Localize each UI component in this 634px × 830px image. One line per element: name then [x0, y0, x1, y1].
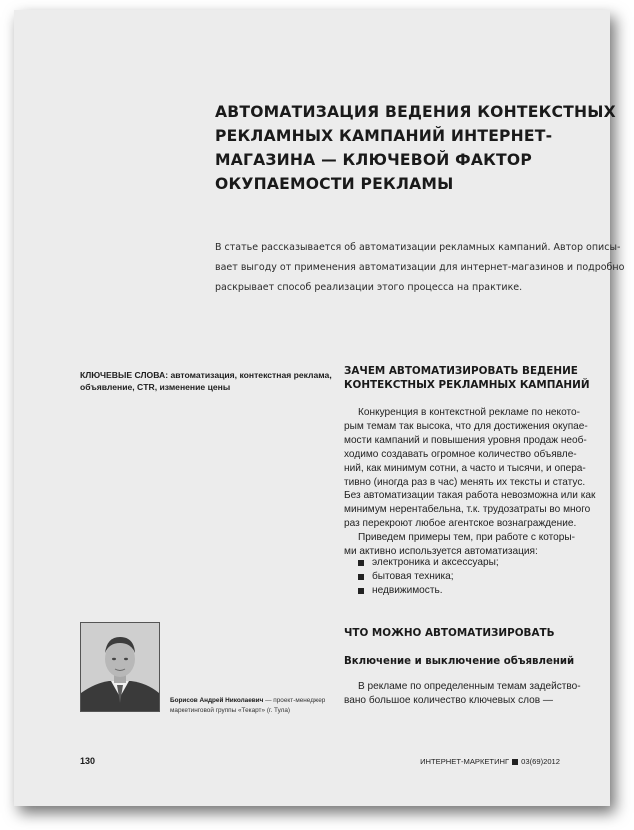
author-role: — проект-менеджер: [263, 697, 326, 704]
magazine-footer: [420, 757, 560, 766]
abstract-line: вает выгоду от применения автоматизации для интернет-магазинов и подробно: [215, 262, 625, 273]
text-line: Конкуренция в контекстной рекламе по некото-: [358, 407, 580, 418]
list-item-text: электроника и аксессуары;: [372, 557, 499, 568]
author-affiliation: маркетинговой группы «Текарт» (г. Тула): [170, 707, 291, 714]
text-line: минимум нерентабельна, т.к. трудозатраты во много: [344, 504, 591, 516]
title-line: АВТОМАТИЗАЦИЯ ВЕДЕНИЯ КОНТЕКСТНЫХ: [215, 103, 616, 121]
keywords-line: объявление, CTR, изменение цены: [80, 381, 231, 392]
magazine-page: [14, 10, 625, 806]
text-line: ходимо создавать огромное количество объявле-: [344, 448, 577, 460]
author-info: [170, 696, 340, 716]
heading-line: ЗАЧЕМ АВТОМАТИЗИРОВАТЬ ВЕДЕНИЕ: [344, 365, 578, 377]
separator-square-icon: [512, 759, 518, 765]
list-item: [358, 570, 499, 584]
keywords: [80, 370, 330, 393]
section-heading-what-to-automate: [344, 626, 604, 640]
topics-list: [358, 556, 499, 598]
subsection-heading: Включение и выключение объявлений: [344, 656, 575, 667]
article-title: [215, 100, 616, 196]
text-line: мости кампаний и повышения уровня продаж необ-: [344, 434, 587, 446]
text-line: В рекламе по определенным темам задейство-: [358, 681, 581, 692]
paragraph-keywords: [344, 680, 604, 708]
bullet-square-icon: [358, 574, 364, 580]
list-item: [358, 584, 499, 598]
list-item: [358, 556, 499, 570]
list-item-text: бытовая техника;: [372, 571, 454, 582]
magazine-name: ИНТЕРНЕТ-МАРКЕТИНГ: [420, 757, 510, 766]
text-line: рым темам так высока, что для достижения окупае-: [344, 420, 588, 432]
list-item-text: недвижимость.: [372, 585, 443, 596]
text-line: раз перекроют любое агентское вознаграждение.: [344, 518, 577, 530]
text-line: тивно (иногда раз в час) менять их тексты и статус.: [344, 476, 586, 488]
text-line: Без автоматизации такая работа невозможна или как: [344, 490, 596, 502]
page-number: 130: [80, 756, 96, 766]
bullet-square-icon: [358, 560, 364, 566]
author-photo: [80, 622, 160, 712]
abstract-line: раскрывает способ реализации этого процесса на практике.: [215, 282, 523, 293]
heading-line: КОНТЕКСТНЫХ РЕКЛАМНЫХ КАМПАНИЙ: [344, 379, 590, 391]
issue-number: 03(69)2012: [521, 757, 560, 766]
author-name: Борисов Андрей Николаевич: [170, 697, 264, 704]
heading-line: ЧТО МОЖНО АВТОМАТИЗИРОВАТЬ: [344, 627, 555, 639]
keywords-line: КЛЮЧЕВЫЕ СЛОВА: автоматизация, контекстная реклама,: [80, 370, 332, 380]
text-line: вано большое количество ключевых слов —: [344, 694, 553, 706]
paragraph-competition: [344, 406, 604, 559]
bullet-square-icon: [358, 588, 364, 594]
author-portrait-icon: [81, 623, 159, 711]
article-abstract: [215, 238, 625, 298]
section-heading-why-automate: [344, 364, 604, 392]
title-line: РЕКЛАМНЫХ КАМПАНИЙ ИНТЕРНЕТ-: [215, 127, 553, 145]
title-line: МАГАЗИНА — КЛЮЧЕВОЙ ФАКТОР: [215, 151, 532, 169]
abstract-line: В статье рассказывается об автоматизации рекламных кампаний. Автор описы-: [215, 242, 621, 253]
text-line: Приведем примеры тем, при работе с которы-: [358, 532, 575, 544]
title-line: ОКУПАЕМОСТИ РЕКЛАМЫ: [215, 175, 454, 193]
text-line: ми активно используется автоматизация:: [344, 546, 538, 558]
text-line: ний, как минимум сотни, а часто и тысячи, и опера-: [344, 462, 586, 474]
